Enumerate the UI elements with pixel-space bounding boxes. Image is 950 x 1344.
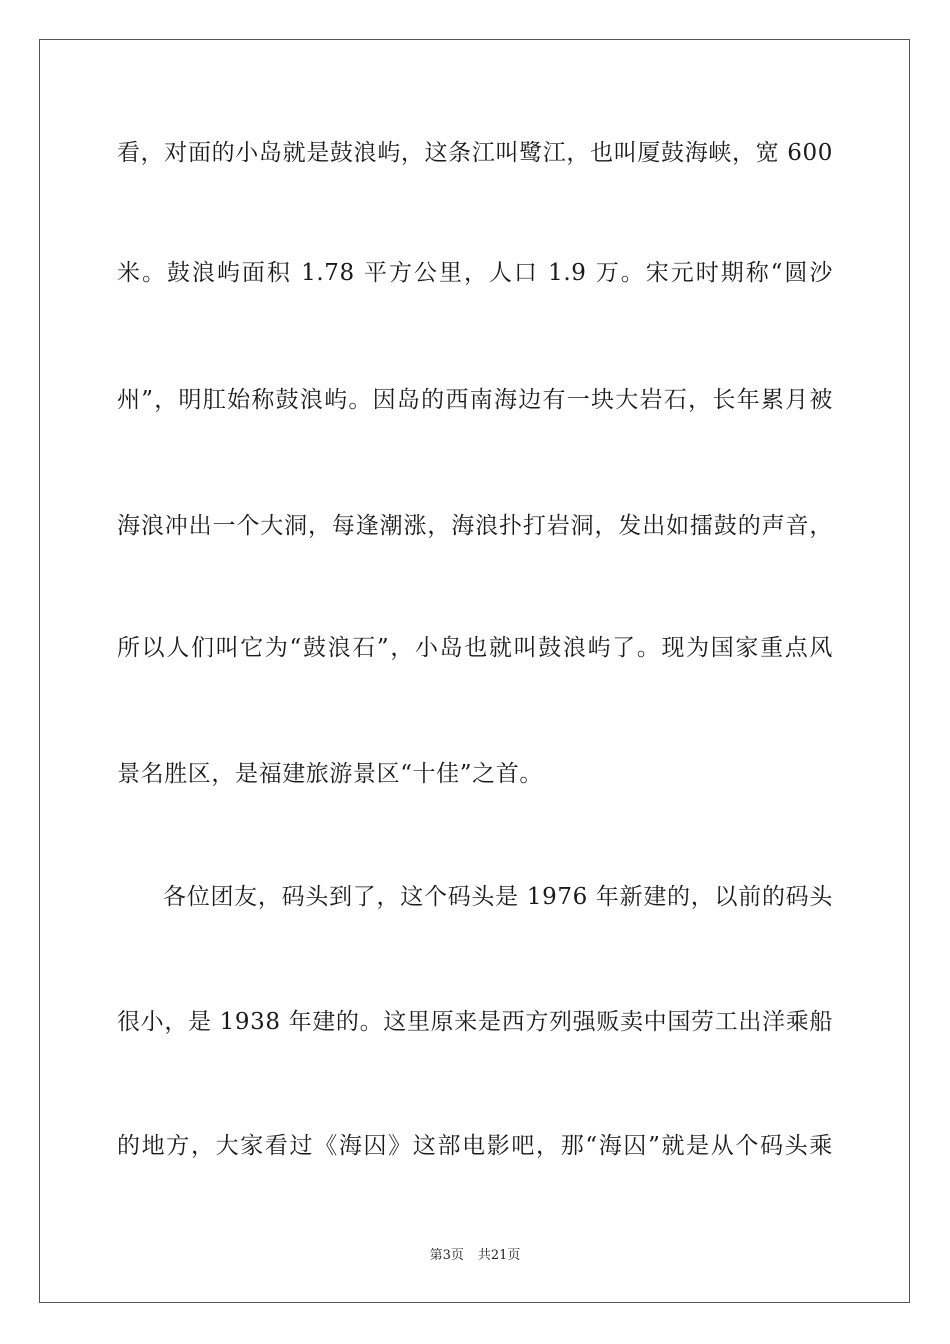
body-line-9: 的地方，大家看过《海囚》这部电影吧，那“海囚”就是从个码头乘 (117, 1133, 833, 1159)
body-line-3: 州”，明肛始称鼓浪屿。因岛的西南海边有一块大岩石，长年累月被 (117, 387, 833, 413)
body-line-8: 很小，是 1938 年建的。这里原来是西方列强贩卖中国劳工出洋乘船 (117, 1009, 833, 1035)
body-line-5: 所以人们叫它为“鼓浪石”，小岛也就叫鼓浪屿了。现为国家重点风 (117, 635, 833, 661)
body-line-6-paragraph-end: 景名胜区，是福建旅游景区“十佳”之首。 (117, 761, 543, 787)
page-border (39, 39, 910, 1303)
body-line-4: 海浪冲出一个大洞，每逢潮涨，海浪扑打岩洞，发出如擂鼓的声音， (117, 513, 833, 539)
body-line-7-paragraph-start: 各位团友，码头到了，这个码头是 1976 年新建的，以前的码头 (163, 884, 833, 910)
page-footer (0, 1247, 950, 1265)
page-total: 共21页 (477, 1248, 521, 1263)
page-number: 第3页 (429, 1248, 464, 1263)
body-line-1: 看，对面的小岛就是鼓浪屿，这条江叫鹭江，也叫厦鼓海峡，宽 600 (117, 140, 833, 166)
body-line-2: 米。鼓浪屿面积 1.78 平方公里，人口 1.9 万。宋元时期称“圆沙 (117, 260, 833, 286)
